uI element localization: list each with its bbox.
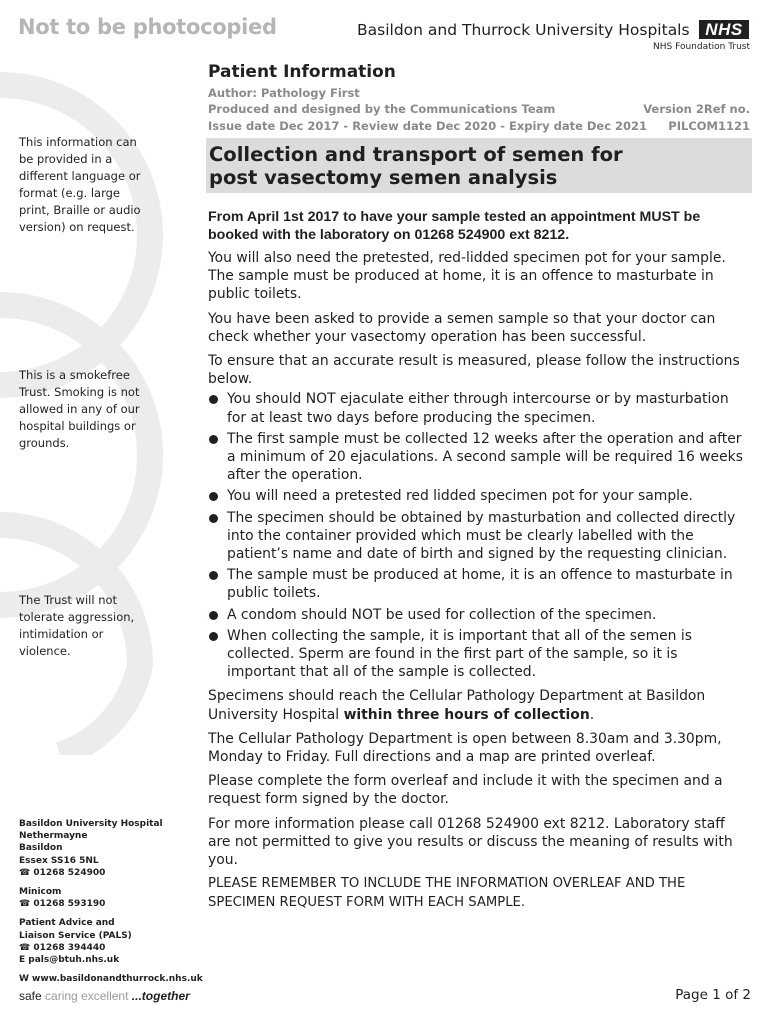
sidebar-aggression-note: The Trust will not tolerate aggression, intimidation or violence. — [19, 593, 135, 658]
paragraph-form: Please complete the form overleaf and include it with the specimen and a request form signed by the doctor. — [208, 773, 723, 808]
main-content — [208, 209, 748, 918]
list-item: The specimen should be obtained by masturbation and collected directly into the container provided which must be clearly labelled with the patient’s name and date of birth and signed by the requesting clinician. — [208, 509, 748, 564]
pals-phone: ☎ 01268 394440 — [19, 942, 106, 953]
photocopy-warning: Not to be photocopied — [18, 15, 277, 39]
list-item: The sample must be produced at home, it is an offence to masturbate in public toilets. — [208, 566, 748, 602]
contact-address-1: Nethermayne — [19, 831, 88, 842]
bullet-icon — [209, 492, 218, 501]
trust-type: NHS Foundation Trust — [653, 42, 750, 52]
bullet-icon — [209, 435, 218, 444]
title-line-2: post vasectomy semen analysis — [209, 166, 558, 189]
sidebar-language-note: This information can be provided in a different language or format (e.g. large print, Braille or audio version) on request. — [19, 135, 141, 234]
tagline-safe: safe — [19, 989, 42, 1003]
dates-line: Issue date Dec 2017 - Review date Dec 2020 - Expiry date Dec 2021 — [208, 119, 648, 133]
tagline-excellent: excellent — [81, 989, 129, 1003]
tagline-caring: caring — [45, 989, 78, 1003]
produced-line: Produced and designed by the Communications Team — [208, 102, 556, 116]
page-number: Page 1 of 2 — [675, 987, 751, 1003]
paragraph-instructions: To ensure that an accurate result is measured, please follow the instructions below. — [208, 353, 740, 388]
paragraph-timing: Specimens should reach the Cellular Pathology Department at Basildon University Hospital within three hours of collection. — [208, 688, 706, 723]
list-item: A condom should NOT be used for collection of the specimen. — [208, 606, 748, 624]
bullet-icon — [209, 395, 218, 404]
list-item: The first sample must be collected 12 weeks after the operation and after a minimum of 20 ejaculations. A second sample will be required 16 weeks after the operation. — [208, 430, 748, 485]
paragraph-contact: For more information please call 01268 524900 ext 8212. Laboratory staff are not permitted to give you results or discuss the meaning of results with you. — [208, 815, 733, 869]
contact-block — [19, 818, 199, 966]
nhs-logo: NHS — [699, 20, 749, 39]
bullet-icon — [209, 514, 218, 523]
minicom-phone: ☎ 01268 593190 — [19, 899, 106, 910]
contact-address-2: Basildon — [19, 843, 63, 854]
list-item: You will need a pretested red lidded specimen pot for your sample. — [208, 487, 748, 505]
sidebar-smokefree-note: This is a smokefree Trust. Smoking is not allowed in any of our hospital buildings or grounds. — [19, 368, 140, 450]
pals-label-1: Patient Advice and — [19, 918, 115, 929]
list-item: When collecting the sample, it is important that all of the semen is collected. Sperm are found in the first part of the sample, so it is important that all of the sample is collected. — [208, 627, 748, 682]
paragraph-pot: You will also need the pretested, red-lidded specimen pot for your sample. The sample must be produced at home, it is an offence to masturbate in public toilets. — [208, 250, 726, 303]
contact-address-3: Essex SS16 5NL — [19, 855, 99, 866]
tagline-together: ...together — [131, 989, 190, 1003]
paragraph-opening-hours: The Cellular Pathology Department is open between 8.30am and 3.30pm, Monday to Friday. Full directions and a map are printed overleaf. — [208, 730, 722, 766]
list-item: You should NOT ejaculate either through intercourse or by masturbation for at least two days before producing the specimen. — [208, 390, 748, 426]
paragraph-purpose: You have been asked to provide a semen sample so that your doctor can check whether your vasectomy operation has been successful. — [208, 310, 716, 345]
pals-email: E pals@btuh.nhs.uk — [19, 955, 120, 966]
tagline — [19, 989, 190, 1003]
bullet-icon — [209, 611, 218, 620]
reference-number: PILCOM1121 — [668, 119, 750, 133]
appointment-alert: From April 1st 2017 to have your sample tested an appointment MUST be booked with the laboratory on 01268 524900 ext 8212. — [208, 209, 701, 243]
section-label: Patient Information — [208, 62, 396, 82]
bullet-icon — [209, 632, 218, 641]
pals-label-2: Liaison Service (PALS) — [19, 930, 132, 941]
contact-phone: ☎ 01268 524900 — [19, 867, 106, 878]
website-link: W www.basildonandthurrock.nhs.uk — [19, 974, 203, 984]
bullet-icon — [209, 571, 218, 580]
author-line: Author: Pathology First — [208, 86, 360, 100]
minicom-label: Minicom — [19, 887, 62, 898]
instruction-list — [208, 390, 748, 681]
hospital-name: Basildon and Thurrock University Hospitals — [357, 21, 690, 39]
title-line-1: Collection and transport of semen for — [209, 143, 623, 166]
version-line: Version 2Ref no. — [643, 102, 750, 116]
page-title — [209, 143, 749, 189]
contact-hospital: Basildon University Hospital — [19, 819, 163, 829]
paragraph-reminder: PLEASE REMEMBER TO INCLUDE THE INFORMATION OVERLEAF AND THE SPECIMEN REQUEST FORM WITH EACH SAMPLE. — [208, 876, 686, 910]
